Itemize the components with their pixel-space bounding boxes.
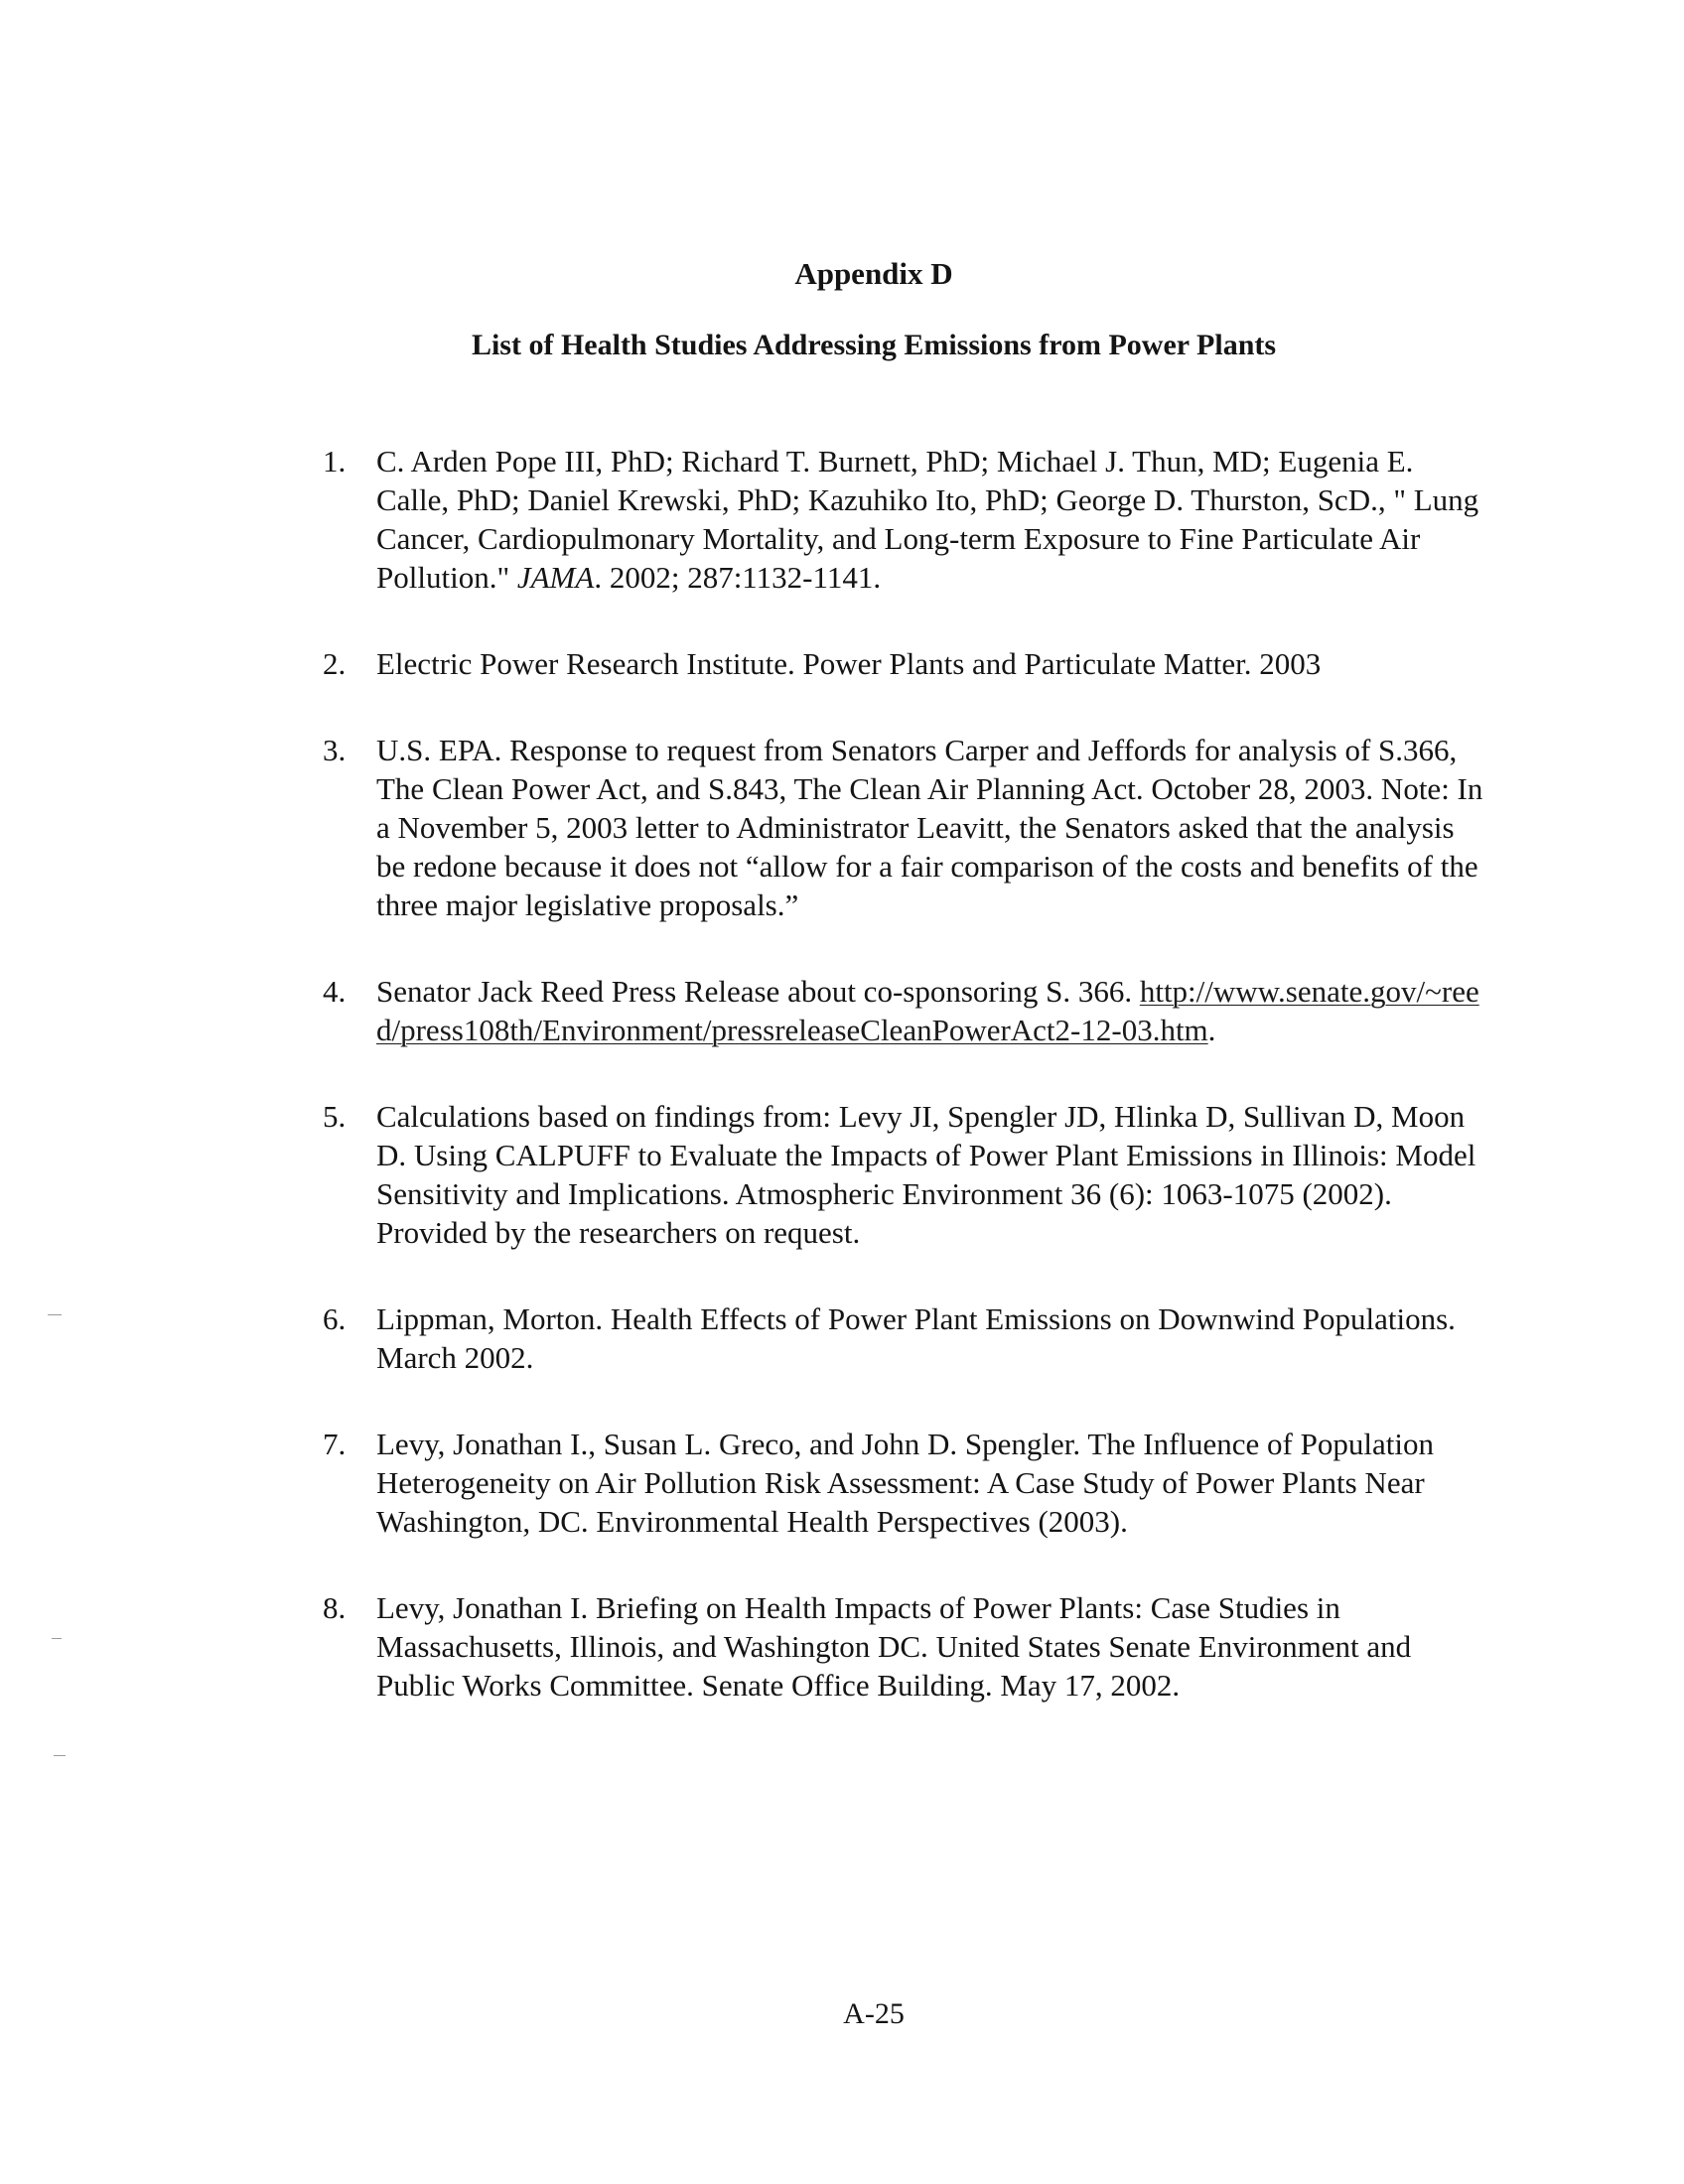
reference-url-suffix: . <box>1207 1013 1216 1047</box>
reference-description: Senator Jack Reed Press Release about co-sponsoring S. 366. <box>376 974 1133 1009</box>
scan-artifact-mark <box>54 1755 66 1756</box>
reference-text: Calculations based on findings from: Levy JI, Spengler JD, Hlinka D, Sullivan D, Moon D. Using CALPUFF to Evaluate the Impacts of Power Plant Emissions in Illinois: Model Sensitivity and Implications. Atmospheric Environment 36 (6): 1063-1075 (2002). Provided by the researchers on request. <box>376 1099 1476 1250</box>
reference-item-4 <box>323 972 1484 1049</box>
reference-text: Levy, Jonathan I. Briefing on Health Impacts of Power Plants: Case Studies in Massachusetts, Illinois, and Washington DC. United States Senate Environment and Public Works Committee. Senate Office Building. May 17, 2002. <box>376 1590 1412 1703</box>
reference-text: U.S. EPA. Response to request from Senators Carper and Jeffords for analysis of S.366, The Clean Power Act, and S.843, The Clean Air Planning Act. October 28, 2003. Note: In a November 5, 2003 letter to Administrator Leavitt, the Senators asked that the analysis be redone because it does not “allow for a fair comparison of the costs and benefits of the three major legislative proposals.” <box>376 733 1483 922</box>
reference-citation: . 2002; 287:1132-1141. <box>594 560 882 595</box>
reference-item-5 <box>323 1097 1484 1252</box>
reference-item-8 <box>323 1588 1484 1705</box>
page-number: A-25 <box>843 1997 905 2030</box>
reference-number: 6. <box>323 1301 347 1336</box>
reference-journal: JAMA <box>516 560 595 595</box>
reference-item-1 <box>323 442 1484 597</box>
reference-url-link[interactable]: http://www.senate.gov/~reed/press108th/Environment/pressreleaseCleanPowerAct2-12-03.htm <box>376 974 1479 1047</box>
reference-text: Lippman, Morton. Health Effects of Power Plant Emissions on Downwind Populations. March 2002. <box>376 1301 1456 1375</box>
reference-number: 3. <box>323 733 347 767</box>
reference-text: Electric Power Research Institute. Power Plants and Particulate Matter. 2003 <box>376 646 1322 681</box>
reference-text <box>376 972 1484 1049</box>
reference-number: 7. <box>323 1427 347 1461</box>
reference-item-7 <box>323 1425 1484 1541</box>
reference-number: 2. <box>323 646 347 681</box>
list-title: List of Health Studies Addressing Emissions from Power Plants <box>471 329 1277 361</box>
reference-item-6 <box>323 1299 1484 1377</box>
reference-list <box>323 442 1484 1752</box>
reference-item-3 <box>323 731 1484 924</box>
reference-text: Levy, Jonathan I., Susan L. Greco, and John D. Spengler. The Influence of Population Heterogeneity on Air Pollution Risk Assessment: A Case Study of Power Plants Near Washington, DC. Environmental Health Perspectives (2003). <box>376 1427 1434 1539</box>
reference-number: 1. <box>323 444 347 478</box>
scan-artifact-mark <box>52 1638 62 1639</box>
reference-text <box>376 442 1484 597</box>
reference-number: 4. <box>323 974 347 1009</box>
reference-number: 5. <box>323 1099 347 1134</box>
reference-number: 8. <box>323 1590 347 1625</box>
scan-artifact-mark <box>48 1314 62 1315</box>
reference-authors-title: C. Arden Pope III, PhD; Richard T. Burnett, PhD; Michael J. Thun, MD; Eugenia E. Calle, PhD; Daniel Krewski, PhD; Kazuhiko Ito, PhD; George D. Thurston, ScD., " Lung Cancer, Cardiopulmonary Mortality, and Long-term Exposure to Fine Particulate Air Pollution." <box>376 444 1479 595</box>
appendix-title: Appendix D <box>794 256 953 291</box>
reference-item-2 <box>323 644 1484 683</box>
